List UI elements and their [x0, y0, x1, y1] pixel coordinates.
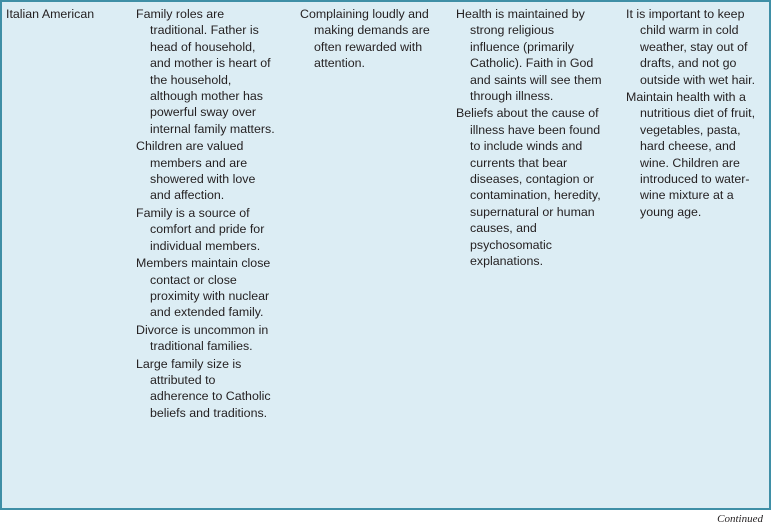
family-roles-item: Children are valued members and are showered with love and affection.: [136, 139, 256, 203]
continued-note: Continued: [717, 513, 763, 525]
column-communication: [286, 6, 440, 508]
column-cultural-group: [6, 6, 118, 508]
family-roles-item: Members maintain close contact or close proximity with nuclear and extended family.: [136, 256, 271, 320]
health-beliefs-item: Beliefs about the cause of illness have been found to include winds and currents that bear diseases, contagion or contamination, heredity, supernatural or human causes, and psychosomatic explanations.: [456, 106, 601, 269]
family-roles-item: Divorce is uncommon in traditional families.: [136, 322, 269, 354]
communication-item: Complaining loudly and making demands are often rewarded with attention.: [300, 7, 430, 71]
column-health-practices: [614, 6, 766, 508]
column-health-beliefs: [444, 6, 604, 508]
health-practices-item: Maintain health with a nutritious diet of fruit, vegetables, pasta, hard cheese, and wine. Children are introduced to water-wine mixture at a young age.: [626, 90, 756, 219]
family-roles-item: Large family size is attributed to adherence to Catholic beliefs and traditions.: [136, 356, 271, 420]
health-practices-item: It is important to keep child warm in cold weather, stay out of drafts, and not go outside with wet hair.: [626, 7, 756, 87]
family-roles-item: Family is a source of comfort and pride for individual members.: [136, 205, 265, 253]
health-beliefs-item: Health is maintained by strong religious influence (primarily Catholic). Faith in God and saints will see them through illness.: [456, 7, 602, 104]
cultural-group-label: Italian American: [6, 7, 95, 21]
family-roles-item: Family roles are traditional. Father is head of household, and mother is heart of the household, although mother has powerful sway over internal family matters.: [136, 7, 275, 136]
column-family-roles: [124, 6, 276, 508]
